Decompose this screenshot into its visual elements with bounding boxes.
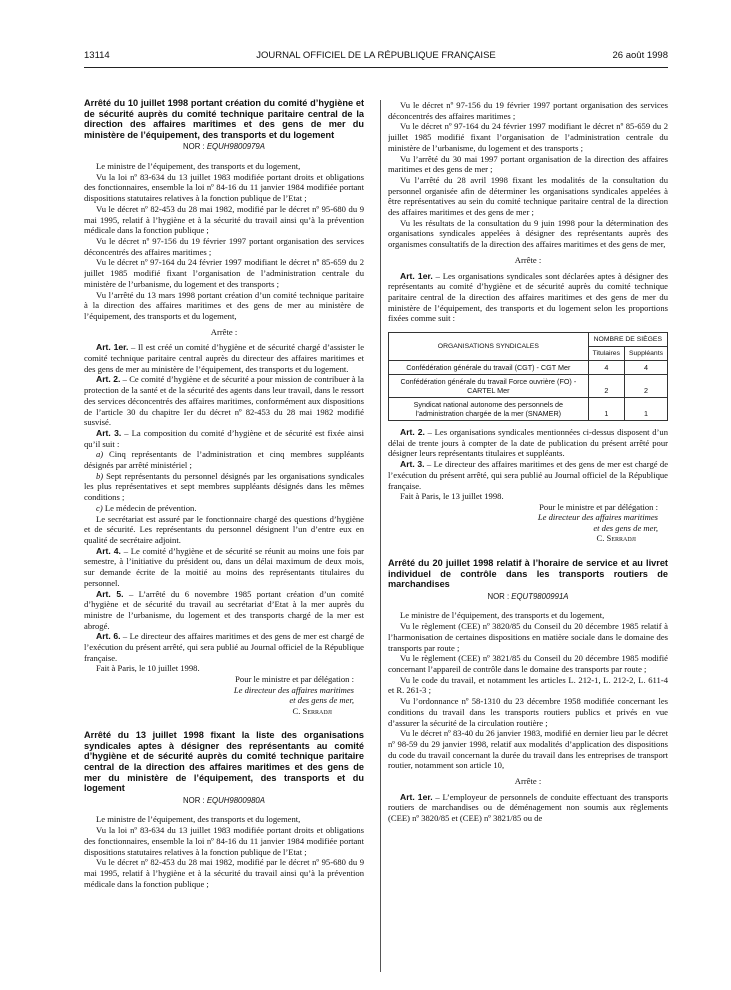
column-divider [380, 100, 381, 972]
table-header-suppleants: Suppléants [624, 347, 667, 361]
composition-item: b) Sept représentants du personnel désignés par les organisations syndicales les plus représentatives et sept membres suppléants désignés dans les mêmes conditions ; [84, 470, 364, 503]
arrete1-fait: Fait à Paris, le 10 juillet 1998. [96, 663, 200, 674]
composition-item: c) Le médecin de prévention. [96, 502, 197, 513]
arrete2-preamble: Vu les résultats de la consultation du 9 juin 1998 pour la détermination des organisations syndicales appelées à désigner des représentants auprès des organismes consultatifs de la direction des affaires maritimes et des gens de mer, [388, 217, 668, 250]
arrete1-preamble: Le ministre de l’équipement, des transports et du logement, [96, 161, 301, 172]
arrete3-preamble: Vu l’ordonnance nº 58-1310 du 23 décembre 1958 modifiée concernant les conditions du travail dans les transports routiers publics et privés en vue d’assurer la sécurité de la circulation routière ; [388, 696, 668, 728]
arrete3-arrete-word: Arrête : [514, 776, 542, 787]
arrete2-article: Art. 3. – Le directeur des affaires maritimes et des gens de mer est chargé de l’exécution du présent arrêté, qui sera publié au Journal officiel de la République française. [388, 459, 668, 491]
arrete3-preamble: Vu le règlement (CEE) nº 3821/85 du Conseil du 20 décembre 1985 modifié concernant l’appareil de contrôle dans le domaine des transports par route ; [388, 653, 668, 674]
page-number: 13114 [84, 50, 110, 61]
arrete2-nor: NOR : EQUH9800980A [183, 795, 265, 805]
table-header-titulaires: Titulaires [588, 347, 624, 361]
composition-item: a) Cinq représentants de l’administration et cinq membres suppléants désignés par arrêté ministériel ; [84, 449, 364, 471]
table-row: Syndicat national autonome des personnels de l’administration chargée de la mer (SNAMER) 1 1 [389, 398, 668, 421]
arrete1-preamble: Vu l’arrêté du 13 mars 1998 portant création d’un comité technique paritaire à la direction des affaires maritimes et des gens de mer au ministère de l’équipement, des transports et du logement, [84, 289, 364, 321]
arrete1-preamble: Vu le décret nº 97-156 du 19 février 1997 portant organisation des services déconcentrés des affaires maritimes ; [84, 236, 364, 257]
arrete2-preamble: Vu l’arrêté du 30 mai 1997 portant organisation de la direction des affaires maritimes et des gens de mer ; [388, 153, 668, 175]
arrete1-article: Art. 4. – Le comité d’hygiène et de sécurité se réunit au moins une fois par semestre, à l’initiative du président ou, dans un délai maximum de deux mois, sur demande écrite de la moitié au moins des représentants titulaires du personnel. [84, 545, 364, 588]
arrete1-article: Art. 5. – L’arrêté du 6 novembre 1985 portant création d’un comité d’hygiène et de sécurité du travail au secrétariat d’Etat à la mer auprès du ministre de l’urbanisme, du logement et des transports chargé de la mer est abrogé. [84, 588, 364, 631]
header-rule [84, 67, 668, 68]
page-header [84, 50, 668, 64]
arrete2-preamble: Vu l’arrêté du 28 avril 1998 fixant les modalités de la consultation du personnel organisée afin de déterminer les organisations syndicales appelées à être représentatives au sein du comité technique paritaire central de la direction des affaires maritimes et des gens de mer ; [388, 174, 668, 218]
arrete3-preamble: Vu le décret nº 83-40 du 26 janvier 1983, modifié en dernier lieu par le décret nº 98-59 du 29 janvier 1998, relatif aux modalités d’application des dispositions du code du travail concernant la durée du travail dans les entreprises de transport routier, notamment son article 10, [388, 728, 668, 771]
arrete2-title: Arrêté du 13 juillet 1998 fixant la liste des organisations syndicales aptes à désigner des représentants au comité d’hygiène et de sécurité auprès du comité technique paritaire central de la direction des affaires maritimes et des gens de mer du ministère de l’équipement, des transports et du logement [84, 730, 364, 794]
table-row: Confédération générale du travail Force ouvrière (FO) - CARTEL Mer 2 2 [389, 375, 668, 398]
issue-date: 26 août 1998 [612, 50, 668, 61]
arrete2-preamble: Vu la loi nº 83-634 du 13 juillet 1983 modifiée portant droits et obligations des fonctionnaires, ensemble la loi nº 84-16 du 11 janvier 1984 modifiée portant dispositions statutaires relatives à la fonction publique de l’Etat ; [84, 825, 364, 857]
arrete2-fait: Fait à Paris, le 13 juillet 1998. [400, 491, 504, 502]
secretariat-paragraph: Le secrétariat est assuré par le fonctionnaire chargé des questions d’hygiène et de sécurité. Les représentants du personnel désignent l’un d’entre eux en qualité de secrétaire adjoint. [84, 513, 364, 545]
table-header-seats: NOMBRE DE SIÈGES [588, 333, 667, 347]
arrete2-preamble: Vu le décret nº 97-164 du 24 février 1997 modifiant le décret nº 85-659 du 2 juillet 1985 modifié fixant l’organisation de l’administration centrale du ministère de l’urbanisme, du logement et des transports ; [388, 121, 668, 153]
arrete1-preamble: Vu le décret nº 97-164 du 24 février 1997 modifiant le décret nº 85-659 du 2 juillet 1985 modifié fixant l’organisation de l’administration centrale du ministère de l’urbanisme, du logement et des transports ; [84, 257, 364, 289]
arrete2-preamble: Vu le décret nº 82-453 du 28 mai 1982, modifié par le décret nº 95-680 du 9 mai 1995, relatif à l’hygiène et à la sécurité du travail ainsi qu’à la prévention médicale dans la fonction publique ; [84, 857, 364, 889]
journal-title: JOURNAL OFFICIEL DE LA RÉPUBLIQUE FRANÇAISE [256, 50, 496, 61]
arrete2-arrete-word: Arrête : [514, 254, 542, 265]
arrete3-preamble: Vu le règlement (CEE) nº 3820/85 du Conseil du 20 décembre 1985 relatif à l’harmonisation de certaines dispositions en matière sociale dans le domaine des transports par route ; [388, 621, 668, 653]
arrete1-title: Arrêté du 10 juillet 1998 portant création du comité d’hygiène et de sécurité auprès du comité technique paritaire central de la direction des affaires maritimes et des gens de mer du ministère de l’équipement, des transports et du logement [84, 98, 364, 140]
arrete1-article: Art. 2. – Ce comité d’hygiène et de sécurité a pour mission de contribuer à la protection de la santé et de la sécurité des agents dans leur travail, dans le ressort des services déconcentrés des affaires maritimes, conformément aux dispositions de l’article 30 du chapitre Ier du décret nº 82-453 du 28 mai 1982 modifié susvisé. [84, 374, 364, 428]
arrete1-arrete-word: Arrête : [210, 326, 238, 337]
arrete1-article: Art. 1er. – Il est créé un comité d’hygiène et de sécurité chargé d’assister le comité technique paritaire central auprès du directeur des affaires maritimes et des gens de mer au ministère de l’équipement, des transports et du logement. [84, 342, 364, 374]
arrete2-preamble: Vu le décret nº 97-156 du 19 février 1997 portant organisation des services déconcentrés des affaires maritimes ; [388, 100, 668, 121]
arrete2-preamble: Le ministre de l’équipement, des transports et du logement, [96, 814, 301, 825]
left-column [84, 98, 364, 980]
arrete2-article: Art. 2. – Les organisations syndicales mentionnées ci-dessus disposent d’un délai de trente jours à compter de la date de publication du présent arrêté pour désigner leurs représentants titulaires et suppléants. [388, 427, 668, 459]
arrete3-title: Arrêté du 20 juillet 1998 relatif à l’horaire de service et au livret individuel de contrôle dans les transports routiers de marchandises [388, 557, 668, 590]
arrete3-preamble: Le ministre de l’équipement, des transports et du logement, [400, 610, 605, 621]
table-header-organisations: ORGANISATIONS SYNDICALES [389, 333, 589, 361]
arrete1-preamble: Vu le décret nº 82-453 du 28 mai 1982, modifié par le décret nº 95-680 du 9 mai 1995, relatif à l’hygiène et à la sécurité du travail ainsi qu’à la prévention médicale dans la fonction publique ; [84, 203, 364, 236]
arrete1-signature: Pour le ministre et par délégation : Le directeur des affaires maritimes et des gens de mer, C. Serradji [233, 674, 354, 716]
seats-table [388, 332, 668, 421]
table-row: Confédération générale du travail (CGT) - CGT Mer 4 4 [389, 361, 668, 375]
arrete1-article: Art. 3. – La composition du comité d’hygiène et de sécurité est fixée ainsi qu’il suit : [84, 427, 364, 449]
arrete1-preamble: Vu la loi nº 83-634 du 13 juillet 1983 modifiée portant droits et obligations des fonctionnaires, ensemble la loi nº 84-16 du 11 janvier 1984 modifiée portant dispositions statutaires relatives à la fonction publique de l’Etat ; [84, 171, 364, 204]
right-column [388, 100, 668, 982]
arrete2-signature: Pour le ministre et par délégation : Le directeur des affaires maritimes et des gens de mer, C. Serradji [537, 501, 658, 544]
arrete3-article: Art. 1er. – L’employeur de personnels de conduite effectuant des transports routiers de marchandises ou de déménagement non soumis aux règlements (CEE) nº 3820/85 et (CEE) nº 3821/85 ou de [388, 791, 668, 824]
arrete3-preamble: Vu le code du travail, et notamment les articles L. 212-1, L. 212-2, L. 611-4 et R. 261-3 ; [388, 674, 668, 696]
arrete2-article: Art. 1er. – Les organisations syndicales sont déclarées aptes à désigner des représentants au comité d’hygiène et de sécurité auprès du comité technique paritaire central de la direction des affaires maritimes et des gens de mer du ministère de l’équipement, des transports et du logement selon les proportions fixées comme suit : [388, 270, 668, 324]
arrete1-nor: NOR : EQUH9800979A [183, 142, 265, 152]
arrete3-nor: NOR : EQUT9800991A [487, 591, 569, 601]
arrete1-article: Art. 6. – Le directeur des affaires maritimes et des gens de mer est chargé de l’exécution du présent arrêté, qui sera publié au Journal officiel de la République française. [84, 631, 364, 663]
